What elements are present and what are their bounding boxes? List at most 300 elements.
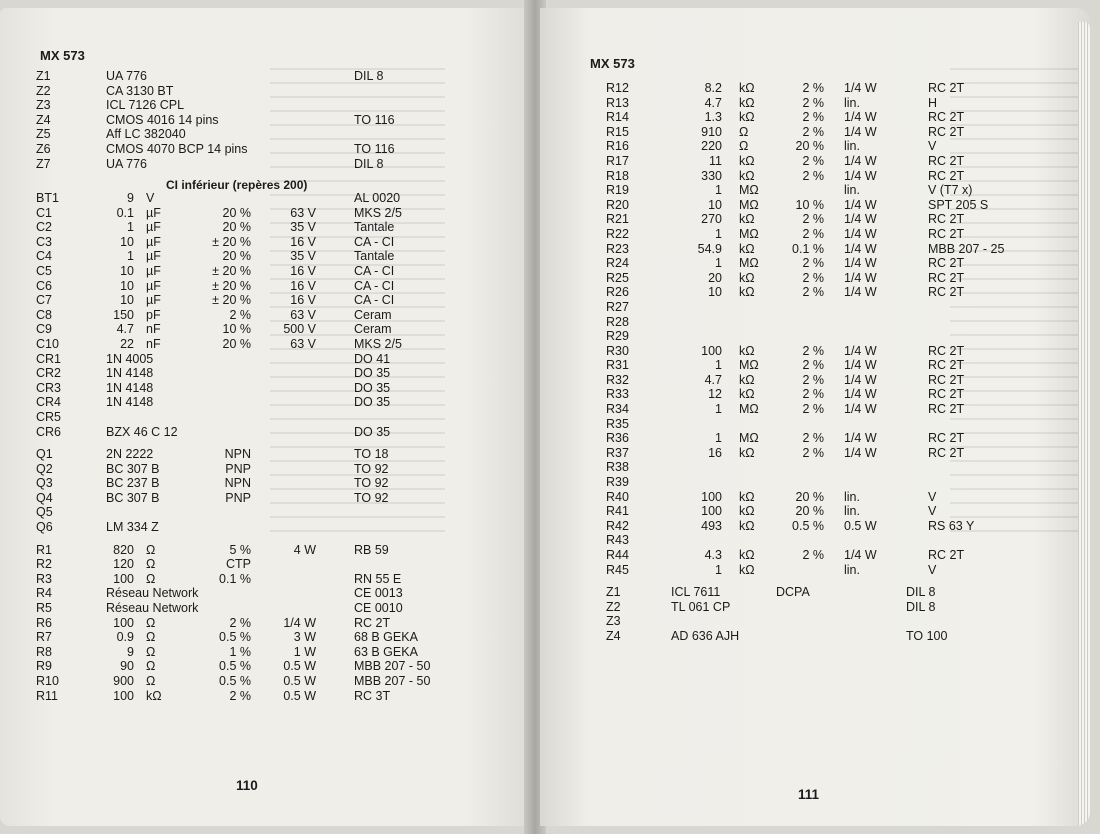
cell-ref: C9 (36, 322, 52, 337)
cell-tol: 10 % (795, 197, 824, 212)
cell-pkg: DO 35 (354, 380, 391, 395)
component-row (606, 548, 1046, 563)
cell-ref: R13 (606, 95, 629, 110)
cell-part: ICL 7611 (671, 585, 721, 600)
cell-u: kΩ (739, 504, 755, 519)
cell-mid: 0.5 W (283, 659, 316, 674)
cell-u: pF (146, 307, 161, 322)
cell-tol: PNP (225, 461, 251, 476)
cell-pw: lin. (844, 183, 860, 198)
cell-pkg: 63 B GEKA (354, 644, 418, 659)
cell-mid: 63 V (290, 205, 316, 220)
component-row (606, 358, 1046, 373)
cell-pkg: CE 0013 (354, 586, 403, 601)
cell-tol: 2 % (802, 445, 824, 460)
cell-pw: 1/4 W (844, 197, 877, 212)
cell-v: 910 (701, 124, 722, 139)
cell-ref: Z5 (36, 127, 51, 142)
cell-u: kΩ (739, 343, 755, 358)
component-row (36, 337, 506, 352)
component-row (36, 447, 506, 462)
cell-pkg: RC 2T (928, 358, 965, 373)
cell-ref: C7 (36, 293, 52, 308)
page-number: 111 (798, 787, 820, 802)
cell-tol: NPN (224, 447, 251, 462)
cell-u: µF (146, 234, 161, 249)
cell-ref: Z1 (36, 69, 51, 83)
cell-pw: 1/4 W (844, 548, 877, 562)
component-row (606, 600, 1046, 615)
cell-u: kΩ (739, 270, 755, 285)
cell-pkg: RC 2T (928, 402, 965, 417)
cell-pw: 1/4 W (844, 445, 877, 460)
component-row (606, 271, 1046, 286)
cell-ref: R28 (606, 314, 629, 329)
cell-u: kΩ (739, 95, 755, 110)
cell-pkg: TO 92 (354, 461, 389, 476)
component-row (606, 212, 1046, 227)
component-row (36, 142, 506, 157)
cell-u: µF (146, 293, 161, 308)
cell-part: 1N 4148 (106, 395, 154, 410)
component-row (606, 446, 1046, 461)
cell-tol: 2 % (229, 688, 251, 703)
cell-pkg: Ceram (354, 322, 392, 337)
cell-ref: R42 (606, 518, 629, 533)
cell-v: 11 (709, 153, 722, 168)
cell-pw: lin. (844, 95, 860, 110)
cell-pkg: RC 2T (928, 256, 965, 271)
cell-pw: 1/4 W (844, 387, 877, 402)
cell-ref: R30 (606, 343, 629, 358)
cell-mid: 16 V (290, 263, 316, 278)
cell-tol: ± 20 % (212, 278, 251, 293)
cell-v: 4.7 (704, 95, 722, 110)
cell-v: 100 (113, 688, 134, 703)
cell-pw: 1/4 W (844, 153, 877, 168)
cell-part: 1N 4005 (106, 351, 154, 366)
cell-ref: Q6 (36, 520, 53, 535)
cell-tol: 10 % (222, 322, 251, 337)
cell-pkg: RC 2T (928, 81, 965, 95)
cell-pw: lin. (844, 139, 860, 154)
cell-v: 20 (708, 270, 722, 285)
cell-ref: CR6 (36, 424, 62, 439)
component-row (606, 315, 1046, 330)
cell-pkg: MBB 207 - 50 (354, 659, 431, 674)
cell-tol: ± 20 % (212, 293, 251, 308)
cell-ref: R35 (606, 416, 629, 431)
cell-v: 1 (715, 256, 722, 271)
cell-mid: 63 V (290, 307, 316, 322)
cell-part: Réseau Network (106, 601, 199, 616)
cell-v: 820 (113, 542, 134, 557)
page-header: MX 573 (40, 48, 85, 63)
cell-v: 1 (715, 562, 722, 577)
cell-u: Ω (146, 630, 156, 645)
cell-pw: 1/4 W (844, 81, 877, 95)
cell-pkg: Tantale (354, 249, 395, 264)
cell-ref: CR5 (36, 409, 62, 424)
component-row (606, 300, 1046, 315)
cell-pw: 1/4 W (844, 241, 877, 256)
cell-tol: 2 % (802, 256, 824, 271)
cell-pw: 1/4 W (844, 256, 877, 271)
cell-tol: 0.1 % (219, 571, 251, 586)
cell-u: MΩ (739, 402, 759, 417)
component-row (606, 519, 1046, 534)
cell-pkg: V (928, 489, 937, 504)
cell-tol: 2 % (802, 270, 824, 285)
section-title: CI inférieur (repères 200) (166, 178, 308, 192)
component-row (36, 322, 506, 337)
component-row (36, 674, 506, 689)
cell-pkg: CA - CI (354, 263, 395, 278)
cell-tol: CTP (226, 557, 251, 572)
component-row (36, 645, 506, 660)
cell-part: CMOS 4070 BCP 14 pins (106, 141, 248, 156)
cell-ref: C8 (36, 307, 52, 322)
cell-mid: 3 W (293, 630, 316, 645)
cell-pkg: V (928, 504, 937, 519)
cell-pkg: CA - CI (354, 293, 395, 308)
cell-pkg: DO 35 (354, 366, 391, 381)
cell-u: Ω (146, 659, 156, 674)
cell-ref: R44 (606, 548, 629, 562)
component-row (606, 256, 1046, 271)
cell-ref: Q1 (36, 447, 53, 462)
cell-pw: 1/4 W (844, 270, 877, 285)
cell-pkg: TO 116 (354, 112, 395, 127)
cell-ref: R31 (606, 358, 629, 373)
cell-u: kΩ (739, 548, 755, 562)
cell-pkg: MBB 207 - 50 (354, 674, 431, 688)
component-row (606, 417, 1046, 432)
cell-ref: Z4 (36, 112, 51, 127)
cell-pw: 1/4 W (844, 110, 877, 125)
cell-v: 150 (113, 307, 134, 322)
cell-pkg: DIL 8 (354, 156, 384, 171)
cell-ref: Z7 (36, 156, 51, 171)
cell-u: kΩ (739, 241, 755, 256)
cell-u: kΩ (739, 285, 755, 300)
cell-tol: 0.5 % (219, 630, 251, 645)
component-row (606, 563, 1046, 578)
component-row (606, 81, 1046, 96)
cell-v: 0.1 (116, 205, 134, 220)
cell-part: BC 307 B (106, 490, 160, 505)
cell-u: kΩ (739, 81, 755, 95)
cell-ref: R16 (606, 139, 629, 154)
cell-v: 9 (127, 644, 134, 659)
cell-part: BZX 46 C 12 (106, 424, 178, 439)
cell-ref: R40 (606, 489, 629, 504)
cell-tol: 2 % (802, 431, 824, 446)
cell-tol: ± 20 % (212, 263, 251, 278)
cell-tol: 2 % (802, 226, 824, 241)
cell-part: 1N 4148 (106, 366, 154, 381)
cell-pkg: V (928, 562, 937, 577)
component-row (36, 425, 506, 440)
cell-pkg: RN 55 E (354, 571, 402, 586)
component-row (606, 110, 1046, 125)
cell-ref: R29 (606, 329, 629, 344)
cell-ref: CR2 (36, 366, 62, 381)
component-row (36, 601, 506, 616)
cell-u: kΩ (739, 518, 755, 533)
cell-tol: 2 % (802, 343, 824, 358)
cell-v: 1 (127, 249, 134, 264)
cell-v: 100 (701, 343, 722, 358)
cell-pkg: RC 2T (928, 372, 965, 387)
cell-pkg: DIL 8 (354, 69, 384, 83)
cell-tol: 2 % (802, 372, 824, 387)
component-row (606, 139, 1046, 154)
cell-ref: CR4 (36, 395, 62, 410)
cell-u: MΩ (739, 197, 759, 212)
component-row (36, 264, 506, 279)
cell-part: Réseau Network (106, 586, 199, 601)
cell-pw: 0.5 W (844, 518, 877, 533)
cell-ref: R34 (606, 402, 629, 417)
cell-u: µF (146, 220, 161, 235)
cell-pw: 1/4 W (844, 431, 877, 446)
cell-pkg: TO 116 (354, 141, 395, 156)
page-number: 110 (236, 778, 258, 793)
cell-v: 100 (701, 504, 722, 519)
component-row (36, 220, 506, 235)
cell-mid: 0.5 W (283, 688, 316, 703)
cell-ref: R33 (606, 387, 629, 402)
cell-ref: Q3 (36, 476, 53, 491)
cell-v: 22 (120, 336, 134, 351)
component-row (606, 96, 1046, 111)
cell-ref: R1 (36, 542, 52, 557)
cell-pkg: DO 35 (354, 424, 391, 439)
cell-ref: R38 (606, 460, 629, 475)
cell-pkg: RC 2T (928, 153, 965, 168)
cell-part: ICL 7126 CPL (106, 98, 185, 113)
cell-ref: R8 (36, 644, 52, 659)
cell-tol: 1 % (229, 644, 251, 659)
component-row (606, 431, 1046, 446)
component-row (36, 69, 506, 84)
component-row (36, 279, 506, 294)
cell-ref: C2 (36, 220, 52, 235)
component-row (36, 505, 506, 520)
cell-ref: C3 (36, 234, 52, 249)
component-row (606, 475, 1046, 490)
cell-pw: lin. (844, 504, 860, 519)
cell-tol: 0.1 % (792, 241, 824, 256)
component-row (36, 659, 506, 674)
cell-pkg: RS 63 Y (928, 518, 975, 533)
cell-pkg: MKS 2/5 (354, 205, 402, 220)
cell-v: 10 (120, 293, 134, 308)
component-row (606, 533, 1046, 548)
cell-pw: 1/4 W (844, 343, 877, 358)
cell-part: LM 334 Z (106, 520, 159, 535)
cell-pkg: TO 18 (354, 447, 389, 462)
cell-part: UA 776 (106, 69, 148, 83)
cell-pw: 1/4 W (844, 358, 877, 373)
cell-v: 10 (120, 234, 134, 249)
component-row (36, 630, 506, 645)
cell-part: CA 3130 BT (106, 83, 174, 98)
cell-part: Aff LC 382040 (106, 127, 186, 142)
cell-v: 9 (127, 191, 134, 205)
cell-tol: 20 % (795, 489, 824, 504)
cell-pkg: RB 59 (354, 542, 389, 557)
cell-tol: 2 % (229, 307, 251, 322)
cell-pkg2: DIL 8 (906, 599, 936, 614)
component-row (36, 543, 506, 558)
cell-ref: CR1 (36, 351, 62, 366)
cell-pkg: CA - CI (354, 278, 395, 293)
page-header: MX 573 (590, 56, 635, 71)
cell-ref: R17 (606, 153, 629, 168)
cell-tol: 20 % (795, 139, 824, 154)
cell-pkg: RC 3T (354, 688, 391, 703)
cell-mid: 16 V (290, 278, 316, 293)
cell-ref: R10 (36, 674, 59, 688)
cell-pkg: V (T7 x) (928, 183, 973, 198)
component-row (606, 504, 1046, 519)
component-list (606, 81, 1046, 644)
cell-u: Ω (146, 615, 156, 630)
component-row (36, 191, 506, 206)
cell-ref: Q4 (36, 490, 53, 505)
cell-u: MΩ (739, 183, 759, 198)
component-row (606, 125, 1046, 140)
cell-part: BC 307 B (106, 461, 160, 476)
cell-u: V (146, 191, 155, 205)
cell-u: Ω (146, 644, 156, 659)
cell-v: 900 (113, 674, 134, 688)
cell-tol: 2 % (802, 358, 824, 373)
cell-v: 100 (113, 571, 134, 586)
cell-u: kΩ (739, 212, 755, 227)
cell-ref: R19 (606, 183, 629, 198)
cell-tol: 2 % (802, 110, 824, 125)
cell-u: MΩ (739, 256, 759, 271)
spacer-row (606, 577, 1046, 585)
cell-u: nF (146, 336, 161, 351)
cell-ref: Z2 (36, 83, 51, 98)
cell-mid: 35 V (290, 249, 316, 264)
cell-ref: R39 (606, 475, 629, 490)
cell-u: µF (146, 249, 161, 264)
cell-ref: R7 (36, 630, 52, 645)
cell-v: 330 (701, 168, 722, 183)
cell-v: 270 (701, 212, 722, 227)
ic-list (36, 69, 506, 171)
cell-ref: Z1 (606, 585, 621, 600)
cell-ref: Z2 (606, 599, 621, 614)
cell-v: 1 (127, 220, 134, 235)
cell-tol: 2 % (802, 548, 824, 562)
cell-u: kΩ (739, 372, 755, 387)
cell-pkg: MKS 2/5 (354, 336, 402, 351)
cell-ref: R5 (36, 601, 52, 616)
cell-ref: R11 (36, 688, 59, 703)
cell-v: 10 (120, 263, 134, 278)
page-edges (1078, 22, 1090, 826)
cell-v: 90 (120, 659, 134, 674)
cell-u: nF (146, 322, 161, 337)
cell-u: kΩ (739, 110, 755, 125)
component-row (606, 227, 1046, 242)
cell-u: kΩ (739, 445, 755, 460)
cell-ref: R14 (606, 110, 629, 125)
cell-v: 8.2 (704, 81, 722, 95)
cell-pkg: RC 2T (928, 270, 965, 285)
component-row (36, 491, 506, 506)
cell-v: 100 (701, 489, 722, 504)
cell-ref: R32 (606, 372, 629, 387)
cell-v: 100 (113, 615, 134, 630)
component-row (36, 572, 506, 587)
component-row (36, 410, 506, 425)
component-row (606, 585, 1046, 600)
cell-u: Ω (739, 139, 749, 154)
cell-ref: R4 (36, 586, 52, 601)
cell-pkg: RC 2T (928, 168, 965, 183)
cell-pkg: RC 2T (928, 124, 965, 139)
cell-v: 1.3 (704, 110, 722, 125)
cell-u: MΩ (739, 226, 759, 241)
cell-pkg: CA - CI (354, 234, 395, 249)
cell-ref: R24 (606, 256, 629, 271)
cell-ref: R41 (606, 504, 629, 519)
component-row (606, 169, 1046, 184)
cell-tol: 20 % (222, 336, 251, 351)
cell-ref: R15 (606, 124, 629, 139)
cell-v: 120 (113, 557, 134, 572)
cell-tol: 0.5 % (792, 518, 824, 533)
cell-u: kΩ (739, 562, 755, 577)
component-row (36, 616, 506, 631)
cell-part: BC 237 B (106, 476, 160, 491)
cell-pkg2: DIL 8 (906, 585, 936, 600)
cell-u: kΩ (739, 387, 755, 402)
cell-pkg: RC 2T (928, 548, 965, 562)
component-row (36, 557, 506, 572)
component-row (36, 308, 506, 323)
cell-u: kΩ (739, 489, 755, 504)
component-row (36, 249, 506, 264)
component-row (36, 235, 506, 250)
cell-ref: R26 (606, 285, 629, 300)
cell-ref: R37 (606, 445, 629, 460)
cell-pkg: RC 2T (928, 445, 965, 460)
left-page (0, 8, 530, 826)
cell-pkg: RC 2T (928, 285, 965, 300)
component-row (606, 242, 1046, 257)
component-row (606, 285, 1046, 300)
cell-v: 0.9 (116, 630, 134, 645)
cell-pkg: RC 2T (928, 212, 965, 227)
cell-mid: 16 V (290, 293, 316, 308)
cell-mid: 0.5 W (283, 674, 316, 688)
cell-tol: 2 % (229, 615, 251, 630)
cell-part: CMOS 4016 14 pins (106, 112, 219, 127)
cell-pw: 1/4 W (844, 285, 877, 300)
cell-pw: 1/4 W (844, 168, 877, 183)
cell-pkg: Ceram (354, 307, 392, 322)
cell-pkg: RC 2T (928, 226, 965, 241)
cell-ref: C1 (36, 205, 52, 220)
